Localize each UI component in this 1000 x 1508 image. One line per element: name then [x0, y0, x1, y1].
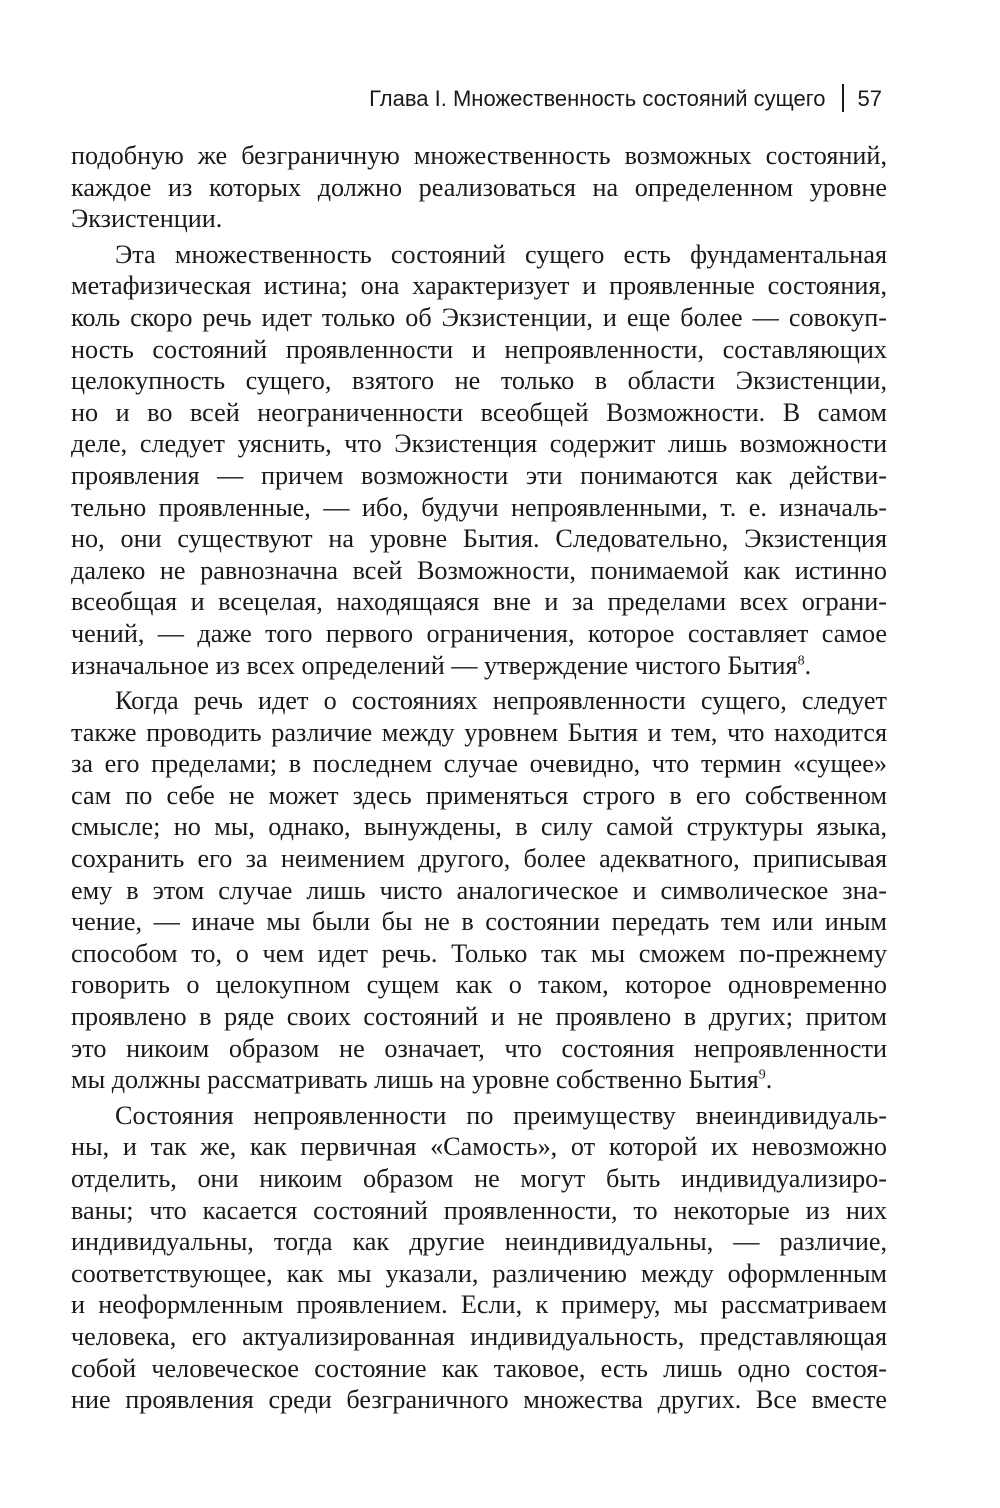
paragraph: [71, 239, 887, 681]
line-text: соответствующее, как мы указали, различению между оформленным: [71, 1258, 887, 1288]
line-text: деле, следует уяснить, что Экзистенция содержит лишь возможности: [71, 429, 887, 459]
text-line: [71, 780, 887, 812]
line-text: способом то, о чем идет речь. Только так мы сможем по-прежнему: [71, 938, 887, 968]
line-text: и неоформленным проявлением. Если, к примеру, мы рассматриваем: [71, 1290, 887, 1320]
line-text: чение, — иначе мы были бы не в состоянии передать тем или иным: [71, 907, 887, 937]
text-line: [71, 140, 887, 172]
text-line: [71, 1064, 887, 1096]
line-text: сам по себе не может здесь применяться строго в его собственном: [71, 780, 887, 810]
text-line: [71, 302, 887, 334]
paragraph: [71, 140, 887, 235]
line-text: Экзистенции.: [71, 204, 223, 234]
text-line: [71, 239, 887, 271]
line-text: говорить о целокупном сущем как о таком, которое одновременно: [71, 970, 887, 1000]
line-text: также проводить различие между уровнем Бытия и тем, что находится: [71, 717, 887, 747]
line-text: подобную же безграничную множественность возможных состояний,: [71, 141, 887, 170]
text-line: [71, 365, 887, 397]
text-line: [71, 843, 887, 875]
line-text: но, они существуют на уровне Бытия. Следовательно, Экзистенция: [71, 524, 887, 554]
line-text: метафизическая истина; она характеризует и проявленные состояния,: [71, 271, 887, 301]
line-text: чений, — даже того первого ограничения, которое составляет самое: [71, 618, 887, 648]
line-text: отделить, они никоим образом не могут быть индивидуализиро-: [71, 1164, 887, 1193]
header-divider: [842, 84, 844, 112]
line-text: проявления — причем возможности эти понимаются как действи-: [71, 460, 887, 490]
line-text: за его пределами; в последнем случае очевидно, что термин «сущее»: [71, 749, 887, 779]
text-line: [71, 969, 887, 1001]
text-line: [71, 875, 887, 907]
line-text: ваны; что касается состояний проявленности, то некоторые из них: [71, 1195, 887, 1225]
line-text: ему в этом случае лишь чисто аналогическое и символическое зна-: [71, 875, 887, 905]
text-line: [71, 586, 887, 618]
text-line: [71, 428, 887, 460]
text-line: [71, 555, 887, 587]
text-line: [71, 270, 887, 302]
text-line: [71, 1353, 887, 1385]
text-line: [71, 492, 887, 524]
line-text: ние проявления среди безграничного множества других. Все вместе: [71, 1385, 887, 1415]
line-text: это никоим образом не означает, что состояния непроявленности: [71, 1033, 887, 1063]
line-text: каждое из которых должно реализоваться на определенном уровне: [71, 172, 887, 202]
paragraph: [71, 685, 887, 1096]
footnote-ref[interactable]: 8: [797, 652, 805, 668]
text-line: [71, 172, 887, 204]
text-line: [71, 523, 887, 555]
text-line: [71, 397, 887, 429]
end-punctuation: .: [804, 650, 812, 680]
line-text: человека, его актуализированная индивидуальность, представляющая: [71, 1321, 887, 1351]
text-line: [71, 811, 887, 843]
line-text: далеко не равнозначна всей Возможности, понимаемой как истинно: [71, 555, 887, 585]
text-line: [71, 650, 887, 682]
body-text: [71, 140, 887, 1416]
line-text: собой человеческое состояние как таковое, есть лишь одно состоя-: [71, 1353, 887, 1383]
text-line: [71, 1258, 887, 1290]
text-line: [71, 460, 887, 492]
line-text: тельно проявленные, — ибо, будучи непроявленными, т. е. изначаль-: [71, 492, 887, 522]
line-text: Состояния непроявленности по преимуществу внеиндивидуаль-: [115, 1100, 887, 1130]
line-text: всеобщая и всецелая, находящаяся вне и за пределами всех ограни-: [71, 587, 887, 617]
line-text: целокупность сущего, взятого не только в области Экзистенции,: [71, 366, 887, 396]
footnote-ref[interactable]: 9: [758, 1067, 766, 1083]
line-text: смысле; но мы, однако, вынуждены, в силу самой структуры языка,: [71, 812, 887, 842]
text-line: [71, 1163, 887, 1195]
line-text: но и во всей неограниченности всеобщей Возможности. В самом: [71, 397, 887, 427]
text-line: [71, 1321, 887, 1353]
text-line: [71, 1131, 887, 1163]
text-line: [71, 334, 887, 366]
text-line: [71, 906, 887, 938]
line-text: Эта множественность состояний сущего есть фундаментальная: [115, 239, 887, 269]
text-line: [71, 618, 887, 650]
paragraph: [71, 1100, 887, 1416]
running-header: [369, 84, 882, 114]
line-text: изначальное из всех определений — утверждение чистого Бытия: [71, 650, 798, 680]
text-line: [71, 717, 887, 749]
text-line: [71, 685, 887, 717]
text-line: [71, 938, 887, 970]
line-text: коль скоро речь идет только об Экзистенции, и еще более — совокуп-: [71, 302, 887, 332]
text-line: [71, 748, 887, 780]
line-text: проявлено в ряде своих состояний и не проявлено в других; притом: [71, 1002, 887, 1032]
line-text: Когда речь идет о состояниях непроявленности сущего, следует: [115, 686, 887, 716]
text-line: [71, 1384, 887, 1416]
line-text: ность состояний проявленности и непроявленности, составляющих: [71, 334, 887, 364]
line-text: сохранить его за неимением другого, более адекватного, приписывая: [71, 844, 887, 874]
text-line: [71, 1033, 887, 1065]
text-line: [71, 1195, 887, 1227]
line-text: ны, и так же, как первичная «Самость», от которой их невозможно: [71, 1132, 887, 1162]
text-line: [71, 1001, 887, 1033]
line-text: мы должны рассматривать лишь на уровне собственно Бытия: [71, 1065, 759, 1095]
line-text: индивидуальны, тогда как другие неиндивидуальны, — различие,: [71, 1227, 887, 1257]
text-line: [71, 1289, 887, 1321]
chapter-title: Глава I. Множественность состояний сущего: [369, 86, 826, 111]
text-line: [71, 203, 887, 235]
page-number: 57: [857, 86, 882, 111]
end-punctuation: .: [765, 1065, 773, 1095]
text-line: [71, 1100, 887, 1132]
text-line: [71, 1226, 887, 1258]
